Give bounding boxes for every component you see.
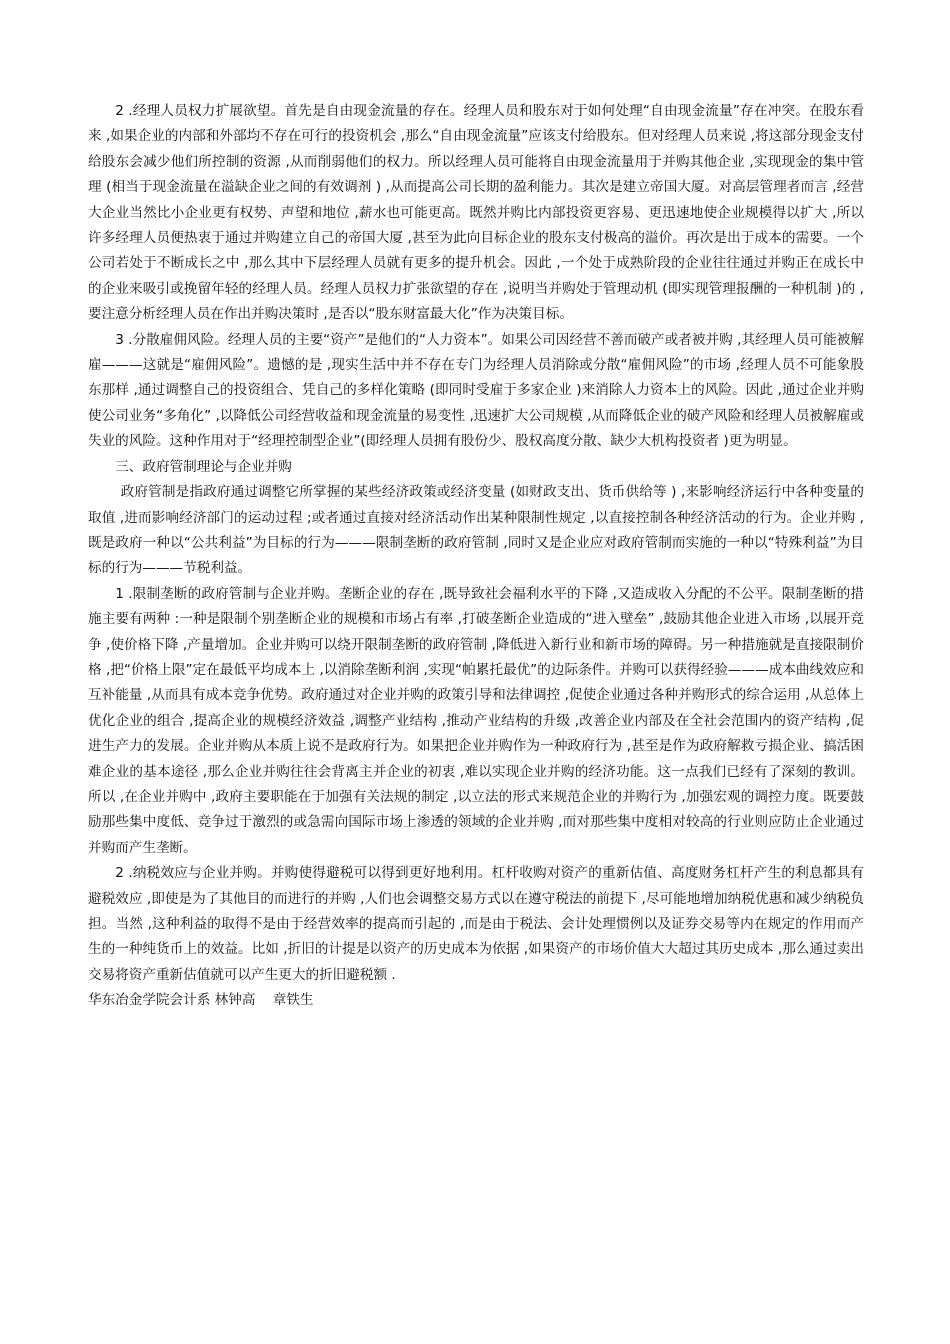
paragraph-monopoly-regulation: 1 .限制垄断的政府管制与企业并购。垄断企业的存在 ,既导致社会福利水平的下降 ,又造成收入分配的不公平。限制垄断的措施主要有两种 :一种是限制个别垄断企业的规模和市场占有率 ,打破垄断企业造成的“进入壁垒” ,鼓励其他企业进入市场 ,以展开竞争 ,使价格下降 ,产量增加。企业并购可以绕开限制垄断的政府管制 ,降低进入新行业和新市场的障碍。另一种措施就是直接限制价格 ,把“价格上限”定在最低平均成本上 ,以消除垄断利润 ,实现“帕累托最优”的边际条件。并购可以获得经验———成本曲线效应和互补能量 ,从而具有成本竞争优势。政府通过对企业并购的政策引导和法律调控 ,促使企业通过各种并购形式的综合运用 ,从总体上优化企业的组合 ,提高企业的规模经济效益 ,调整产业结构 ,推动产业结构的升级 ,改善企业内部及在全社会范围内的资产结构 ,促进生产力的发展。企业并购从本质上说不是政府行为。如果把企业并购作为一种政府行为 ,甚至是作为政府解救亏损企业、搞活困难企业的基本途径 ,那么企业并购往往会背离主并企业的初衷 ,难以实现企业并购的经济功能。这一点我们已经有了深刻的教训。所以 ,在企业并购中 ,政府主要职能在于加强有关法规的制定 ,以立法的形式来规范企业的并购行为 ,加强宏观的调控力度。既要鼓励那些集中度低、竞争过于激烈的或急需向国际市场上渗透的领域的企业并购 ,而对那些集中度相对较高的行业则应防止企业通过并购而产生垄断。 bbox=[88, 585, 864, 856]
paragraph-employment-risk: 3 .分散雇佣风险。经理人员的主要“资产”是他们的“人力资本”。如果公司因经营不善而破产或者被并购 ,其经理人员可能被解雇———这就是“雇佣风险”。遗憾的是 ,现实生活中并不存在专门为经理人员消除或分散“雇佣风险”的市场 ,经理人员不可能象股东那样 ,通过调整自己的投资组合、凭自己的多样化策略 (即同时受雇于多家企业 )来消除人力资本上的风险。因此 ,通过企业并购使公司业务“多角化” ,以降低公司经营收益和现金流量的易变性 ,迅速扩大公司规模 ,从而降低企业的破产风险和经理人员被解雇或失业的风险。这种作用对于“经理控制型企业”(即经理人员拥有股份少、股权高度分散、缺少大机构投资者 )更为明显。 bbox=[88, 331, 864, 450]
article-page bbox=[88, 99, 864, 1014]
author-signature: 华东冶金学院会计系 林钟高 章铁生 bbox=[88, 992, 314, 1009]
section-heading-government-regulation: 三、政府管制理论与企业并购 bbox=[115, 458, 292, 475]
paragraph-government-regulation: 政府管制是指政府通过调整它所掌握的某些经济政策或经济变量 (如财政支出、货币供给等 ) ,来影响经济运行中各种变量的取值 ,进而影响经济部门的运动过程 ;或者通过直接对经济活动作出某种限制性规定 ,以直接控制各种经济活动的行为。企业并购 ,既是政府一种以“公共利益”为目标的行为———限制垄断的政府管制 ,同时又是企业应对政府管制而实施的一种以“特殊利益”为目标的行为———节税利益。 bbox=[88, 484, 864, 577]
paragraph-manager-power: 2 .经理人员权力扩展欲望。首先是自由现金流量的存在。经理人员和股东对于如何处理“自由现金流量”存在冲突。在股东看来 ,如果企业的内部和外部均不存在可行的投资机会 ,那么“自由现金流量”应该支付给股东。但对经理人员来说 ,将这部分现金支付给股东会减少他们所控制的资源 ,从而削弱他们的权力。所以经理人员可能将自由现金流量用于并购其他企业 ,实现现金的集中管理 (相当于现金流量在溢缺企业之间的有效调剂 ) ,从而提高公司长期的盈利能力。其次是建立帝国大厦。对高层管理者而言 ,经营大企业当然比小企业更有权势、声望和地位 ,薪水也可能更高。既然并购比内部投资更容易、更迅速地使企业规模得以扩大 ,所以许多经理人员便热衷于通过并购建立自己的帝国大厦 ,甚至为此向目标企业的股东支付极高的溢价。再次是出于成本的需要。一个公司若处于不断成长之中 ,那么其中下层经理人员就有更多的提升机会。因此 ,一个处于成熟阶段的企业往往通过并购正在成长中的企业来吸引或挽留年轻的经理人员。经理人员权力扩张欲望的存在 ,说明当并购处于管理动机 (即实现管理报酬的一种机制 )的 ,要注意分析经理人员在作出并购决策时 ,是否以“股东财富最大化”作为决策目标。 bbox=[88, 103, 864, 323]
paragraph-tax-effect: 2 .纳税效应与企业并购。并购使得避税可以得到更好地利用。杠杆收购对资产的重新估值、高度财务杠杆产生的利息都具有避税效应 ,即使是为了其他目的而进行的并购 ,人们也会调整交易方式以在遵守税法的前提下 ,尽可能地增加纳税优惠和减少纳税负担。当然 ,这种利益的取得不是由于经营效率的提高而引起的 ,而是由于税法、会计处理惯例以及证券交易等内在规定的作用而产生的一种纯货币上的效益。比如 ,折旧的计提是以资产的历史成本为依据 ,如果资产的市场价值大大超过其历史成本 ,那么通过卖出交易将资产重新估值就可以产生更大的折旧避税额 . bbox=[88, 865, 864, 983]
